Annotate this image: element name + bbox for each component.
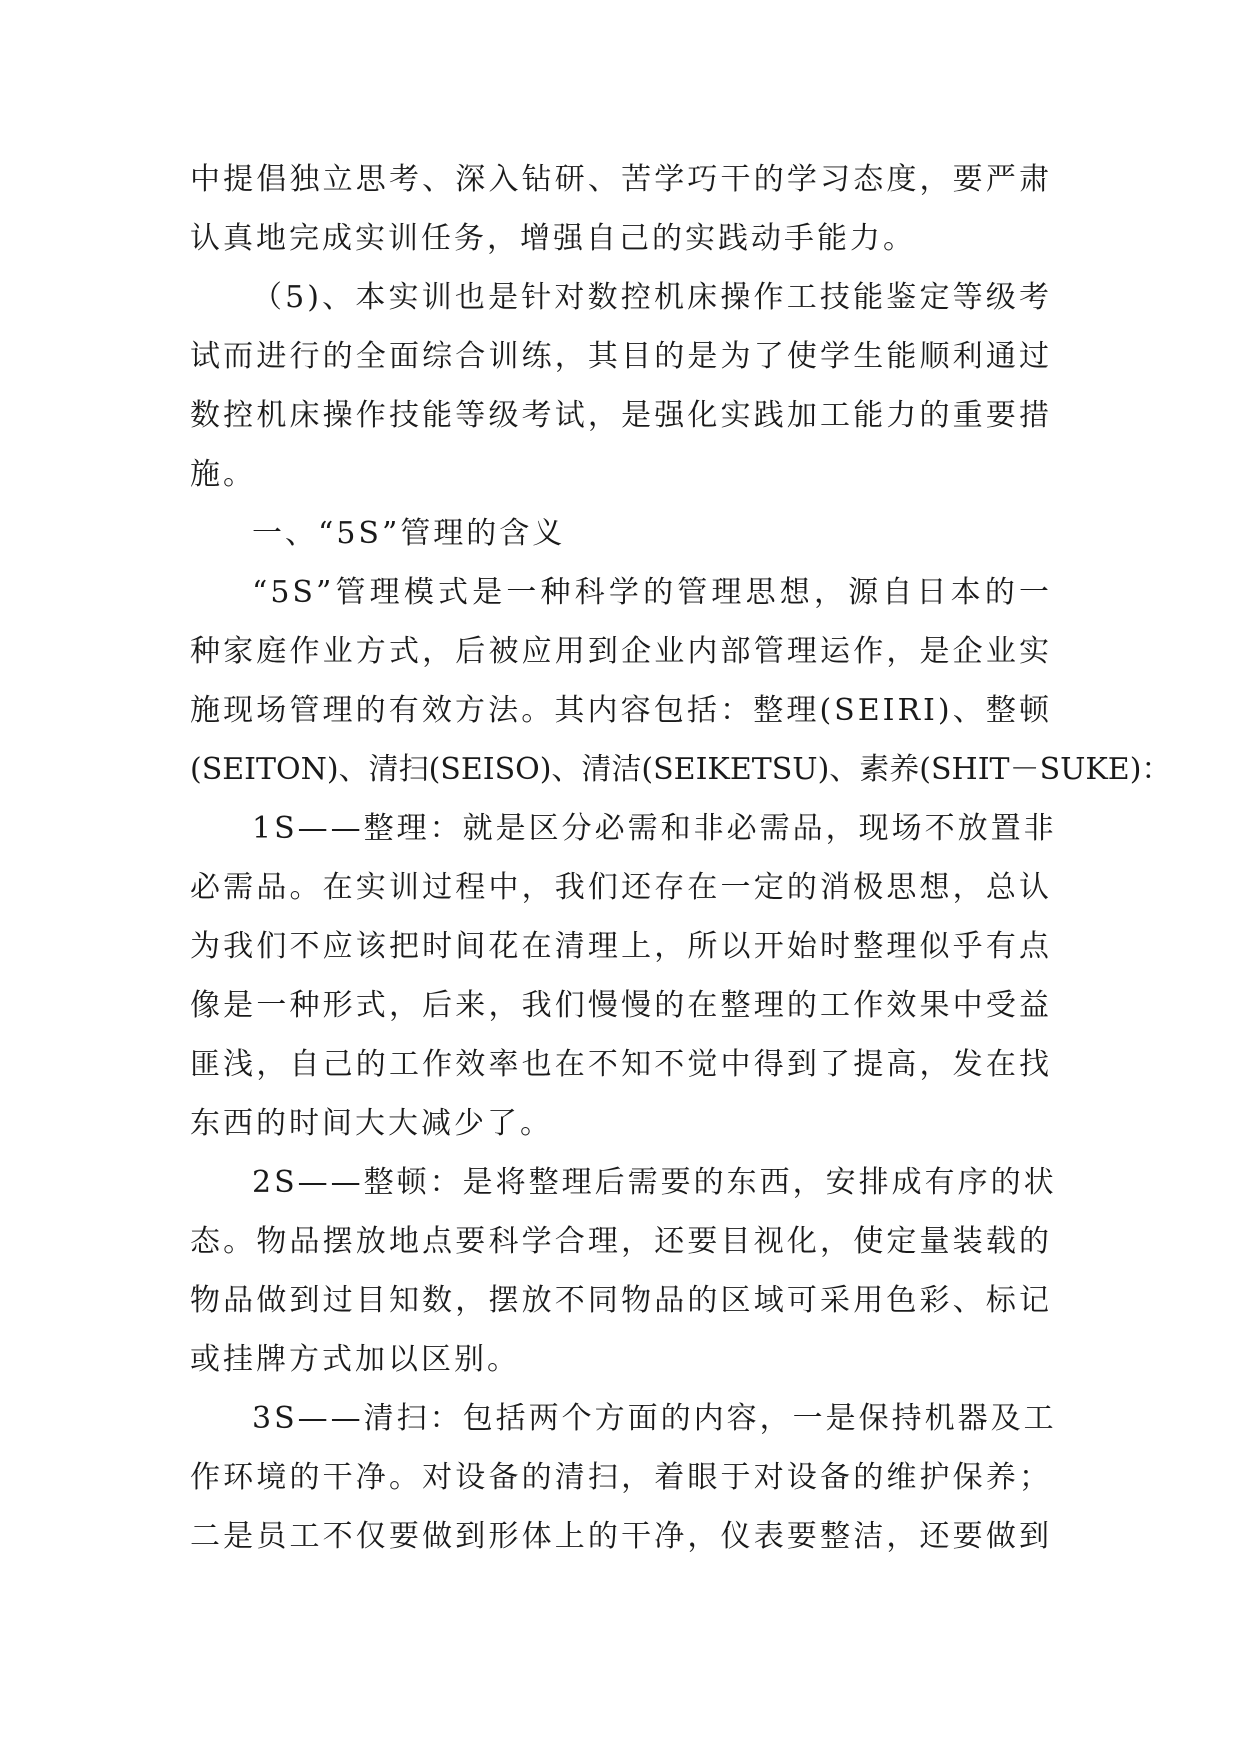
text-line: (SEITON)、清扫(SEISO)、清洁(SEIKETSU)、素养(SHIT－SUKE)： <box>190 752 1172 787</box>
paragraph-1s-seiri <box>190 799 1057 1153</box>
text-line: “5S”管理模式是一种科学的管理思想，源自日本的一 <box>252 575 1052 610</box>
text-line: 种家庭作业方式，后被应用到企业内部管理运作，是企业实 <box>190 634 1052 669</box>
text-line: 2S——整顿：是将整理后需要的东西，安排成有序的状 <box>252 1165 1057 1200</box>
text-line: 认真地完成实训任务，增强自己的实践动手能力。 <box>190 221 916 256</box>
text-line: 或挂牌方式加以区别。 <box>190 1342 520 1377</box>
text-line: 3S——清扫：包括两个方面的内容，一是保持机器及工 <box>252 1401 1057 1436</box>
text-line: 施现场管理的有效方法。其内容包括：整理(SEIRI)、整顿 <box>190 693 1052 728</box>
paragraph-5s-definition <box>190 563 1172 799</box>
text-line: 数控机床操作技能等级考试，是强化实践加工能力的重要措 <box>190 398 1052 433</box>
paragraph-skill-exam <box>190 268 1052 504</box>
text-line: 二是员工不仅要做到形体上的干净，仪表要整洁，还要做到 <box>190 1519 1052 1554</box>
text-line: 试而进行的全面综合训练，其目的是为了使学生能顺利通过 <box>190 339 1052 374</box>
document-body <box>190 150 1172 1566</box>
text-line: 施。 <box>190 457 256 492</box>
text-line: 匪浅，自己的工作效率也在不知不觉中得到了提高，发在找 <box>190 1047 1052 1082</box>
paragraph-study-attitude <box>190 150 1052 268</box>
section-heading: 一、“5S”管理的含义 <box>252 516 566 551</box>
text-line: 态。物品摆放地点要科学合理，还要目视化，使定量装载的 <box>190 1224 1052 1259</box>
text-line: 作环境的干净。对设备的清扫，着眼于对设备的维护保养； <box>190 1460 1052 1495</box>
text-line: 为我们不应该把时间花在清理上，所以开始时整理似乎有点 <box>190 929 1052 964</box>
text-line: 必需品。在实训过程中，我们还存在一定的消极思想，总认 <box>190 870 1052 905</box>
text-line: 1S——整理：就是区分必需和非必需品，现场不放置非 <box>252 811 1057 846</box>
text-line: 中提倡独立思考、深入钻研、苦学巧干的学习态度，要严肃 <box>190 162 1052 197</box>
text-line: （5)、本实训也是针对数控机床操作工技能鉴定等级考 <box>252 280 1052 315</box>
paragraph-2s-seiton <box>190 1153 1057 1389</box>
text-line: 像是一种形式，后来，我们慢慢的在整理的工作效果中受益 <box>190 988 1052 1023</box>
text-line: 物品做到过目知数，摆放不同物品的区域可采用色彩、标记 <box>190 1283 1052 1318</box>
text-line: 东西的时间大大减少了。 <box>190 1106 553 1141</box>
paragraph-3s-seiso <box>190 1389 1057 1566</box>
section-heading-5s-meaning <box>190 504 1052 563</box>
